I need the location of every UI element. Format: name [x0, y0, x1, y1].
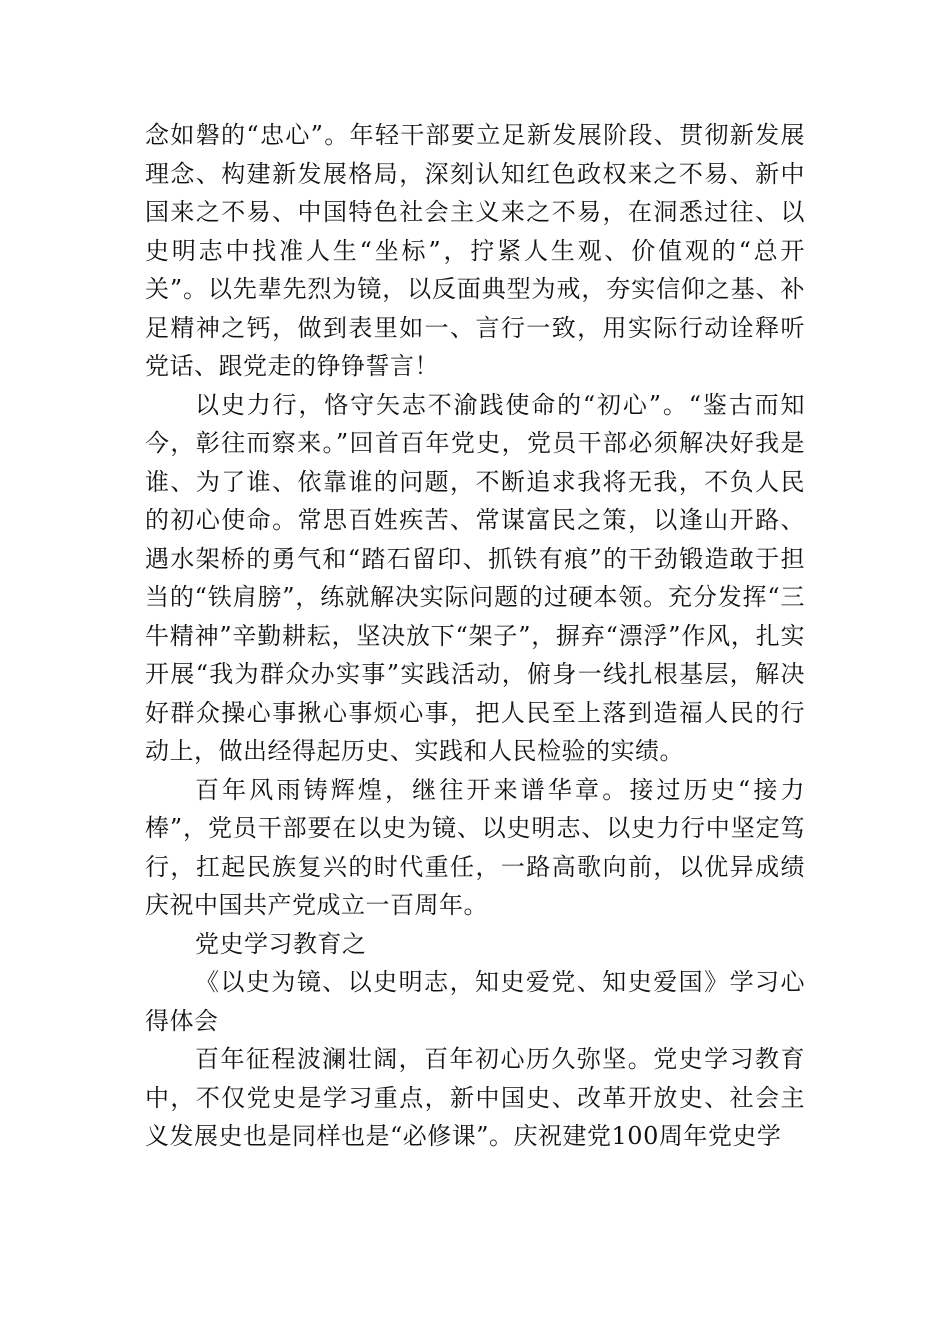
paragraph-2: 以史力行，恪守矢志不渝践使命的“初心”。“鉴古而知今，彰往而察来。”回首百年党史，党员干部必须解决好我是谁、为了谁、依靠谁的问题，不断追求我将无我，不负人民的初心使命。常思百姓疾苦、常谋富民之策，以逢山开路、遇水架桥的勇气和“踏石留印、抓铁有痕”的干劲锻造敢于担当的“铁肩膀”，练就解决实际问题的过硬本领。充分发挥“三牛精神”辛勤耕耘，坚决放下“架子”，摒弃“漂浮”作风，扎实开展“我为群众办实事”实践活动，俯身一线扎根基层，解决好群众操心事揪心事烦心事，把人民至上落到造福人民的行动上，做出经得起历史、实践和人民检验的实绩。: [145, 390, 805, 765]
heading-line-1: 党史学习教育之: [195, 929, 367, 958]
paragraph-4: 百年征程波澜壮阔，百年初心历久弥坚。党史学习教育中，不仅党史是学习重点，新中国史、改革开放史、社会主义发展史也是同样也是“必修课”。庆祝建党100周年党史学: [145, 1045, 805, 1150]
document-page: [145, 116, 805, 1156]
heading-line-2: 《以史为镜、以史明志，知史爱党、知史爱国》学习心得体会: [145, 968, 805, 1035]
paragraph-1: 念如磐的“忠心”。年轻干部要立足新发展阶段、贯彻新发展理念、构建新发展格局，深刻认知红色政权来之不易、新中国来之不易、中国特色社会主义来之不易，在洞悉过往、以史明志中找准人生“坐标”，拧紧人生观、价值观的“总开关”。以先辈先烈为镜，以反面典型为戒，夯实信仰之基、补足精神之钙，做到表里如一、言行一致，用实际行动诠释听党话、跟党走的铮铮誓言！: [145, 121, 805, 380]
paragraph-3: 百年风雨铸辉煌，继往开来谱华章。接过历史“接力棒”，党员干部要在以史为镜、以史明志、以史力行中坚定笃行，扛起民族复兴的时代重任，一路高歌向前，以优异成绩庆祝中国共产党成立一百周年。: [145, 775, 805, 919]
